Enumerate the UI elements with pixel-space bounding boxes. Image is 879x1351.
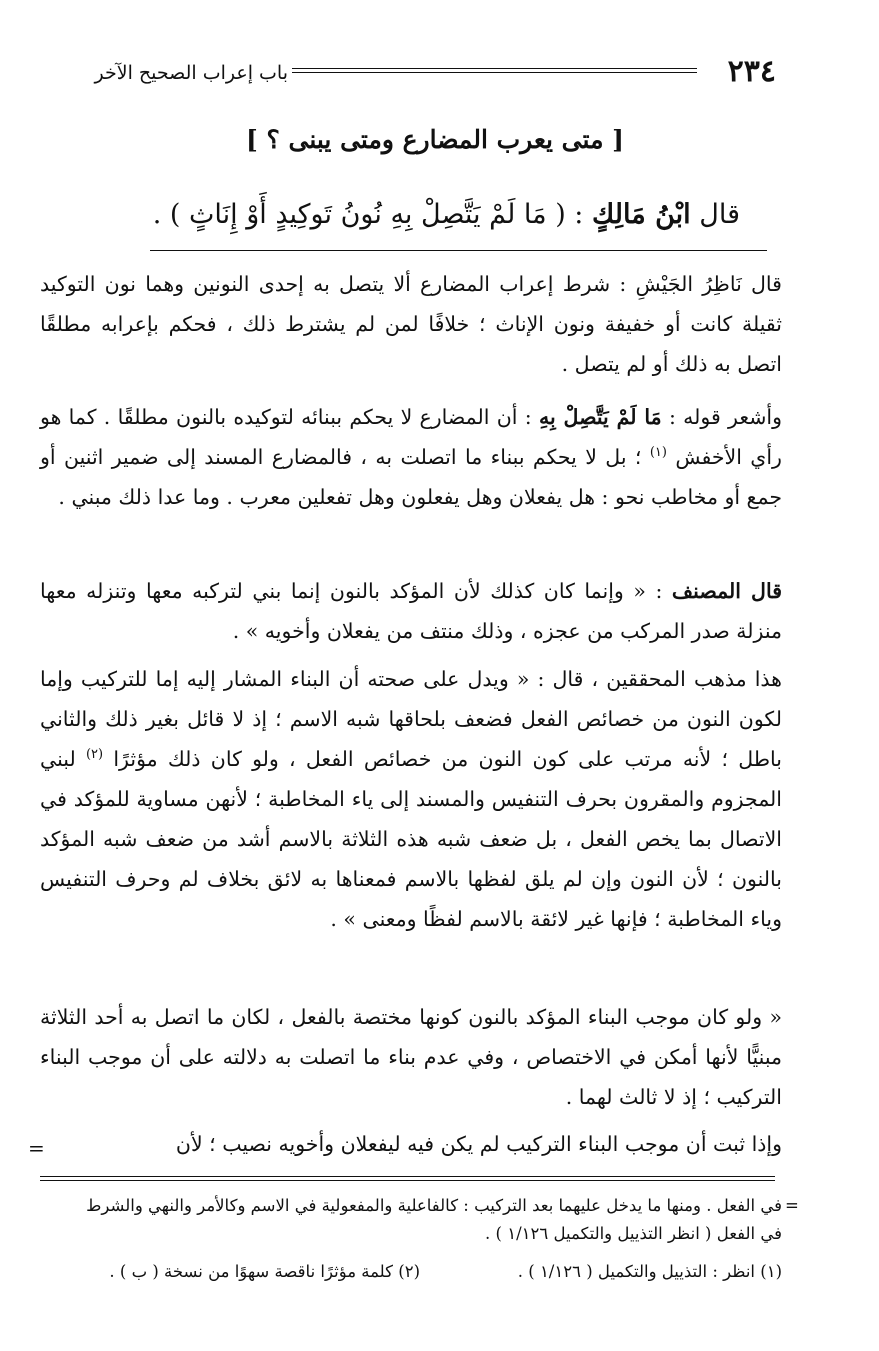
- page-number: ٢٣٤: [727, 54, 776, 89]
- section-title: [ متى يعرب المضارع ومتى يبنى ؟ ]: [245, 125, 624, 154]
- paragraph-4: [40, 659, 782, 939]
- quote-rule: [150, 250, 767, 251]
- paragraph-2-a: وأشعر قوله :: [668, 405, 782, 429]
- paragraph-6-text: وإذا ثبت أن موجب البناء التركيب لم يكن فيه ليفعلان وأخويه نصيب ؛ لأن: [175, 1132, 782, 1156]
- paragraph-4-b: لبني المجزوم والمقرون بحرف التنفيس والمسند إلى ياء المخاطبة ؛ لأنهن مساوية للمؤكد في الاتصال بما يخص الفعل ، بل ضعف شبه هذه الثلاثة بالاسم أشد من ضعف شبه المؤكد بالنون ؛ لأن النون وإن لم يلق لفظها بالاسم فمعناها به لائق بخلاف لم وحرف التنفيس وياء المخاطبة ؛ فإنها غير لائقة بالاسم لفظًا ومعنى » .: [40, 747, 782, 931]
- footnote-continuation-line-1: في الفعل . ومنها ما يدخل عليهما بعد التركيب : كالفاعلية والمفعولية في الاسم وكالأمر والنهي والشرط: [86, 1196, 782, 1215]
- footnote-ref-1: (١): [649, 445, 667, 461]
- quote-prefix: قال: [699, 199, 740, 230]
- quoted-verse: [60, 190, 740, 240]
- running-title: باب إعراب الصحيح الآخر: [94, 62, 288, 84]
- paragraph-6: [40, 1124, 782, 1164]
- footnote-ref-2: (٢): [85, 747, 104, 763]
- continuation-mark: =: [28, 1136, 45, 1160]
- footnote-rule: [40, 1176, 775, 1181]
- paragraph-2-d: ؛ بل لا يحكم ببناء ما اتصلت به ، فالمضارع المسند إلى ضمير اثنين أو جمع أو مخاطب نحو : هل يفعلان وهل يفعلون وهل تفعلين معرب . وما عدا ذلك مبني .: [40, 445, 782, 509]
- footnote-continuation-mark: =: [785, 1196, 799, 1215]
- paragraph-1: [40, 264, 782, 384]
- paragraph-2-c: : أن المضارع لا يحكم ببنائه لتوكيده بالنون مطلقًا . كما هو رأي الأخفش: [40, 405, 782, 469]
- paragraph-4-a: هذا مذهب المحققين ، قال : « ويدل على صحته أن البناء المشار إليه إما للتركيب وإما لكون النون من خصائص الفعل فضعف بلحاقها شبه الاسم ؛ إذ لا قائل بغير ذلك والثاني باطل ؛ لأنه مرتب على كون النون من خصائص الفعل ، ولو كان ذلك مؤثرًا: [40, 667, 782, 771]
- footnote-2: (٢) كلمة مؤثرًا ناقصة سهوًا من نسخة ( ب ) .: [109, 1262, 420, 1281]
- quote-author: ابْنُ مَالِكٍ: [592, 199, 691, 230]
- footnote-1: (١) انظر : التذييل والتكميل ( ١/١٢٦ ) .: [517, 1262, 782, 1281]
- quote-text: : ( مَا لَمْ يَتَّصِلْ بِهِ نُونُ تَوكِيدٍ أَوْ إِنَاثٍ ) .: [152, 199, 584, 230]
- paragraph-1-lead: قال نَاظِرُ الجَيْشِ: [635, 272, 782, 296]
- paragraph-5: [40, 997, 782, 1117]
- paragraph-3: [40, 571, 782, 651]
- paragraph-2: [40, 397, 782, 517]
- paragraph-5-text: « ولو كان موجب البناء المؤكد بالنون كونها مختصة بالفعل ، لكان ما اتصل به أحد الثلاثة مبنيًّا لأنها أمكن في الاختصاص ، وفي عدم بناء ما اتصلت به دلالته على أن موجب البناء التركيب ؛ إذ لا ثالث لهما .: [40, 1005, 782, 1109]
- paragraph-3-lead: قال المصنف: [671, 579, 782, 603]
- footnote-continuation-line-2: في الفعل ( انظر التذييل والتكميل ١/١٢٦ ) .: [485, 1224, 782, 1243]
- header-rule: [292, 68, 697, 73]
- paragraph-2-quoted-phrase: مَا لَمْ يَتَّصِلْ بِهِ: [538, 405, 662, 429]
- paragraph-1-text: : شرط إعراب المضارع ألا يتصل به إحدى النونين وهما نون التوكيد ثقيلة كانت أو خفيفة ونون الإناث ؛ خلافًا لمن لم يشترط ذلك ، فحكم بإعرابه مطلقًا اتصل به ذلك أو لم يتصل .: [40, 272, 782, 376]
- paragraph-3-text: : « وإنما كان كذلك لأن المؤكد بالنون إنما بني لتركبه معها وتنزله معها منزلة صدر المركب من عجزه ، وذلك منتف من يفعلان وأخويه » .: [40, 579, 782, 643]
